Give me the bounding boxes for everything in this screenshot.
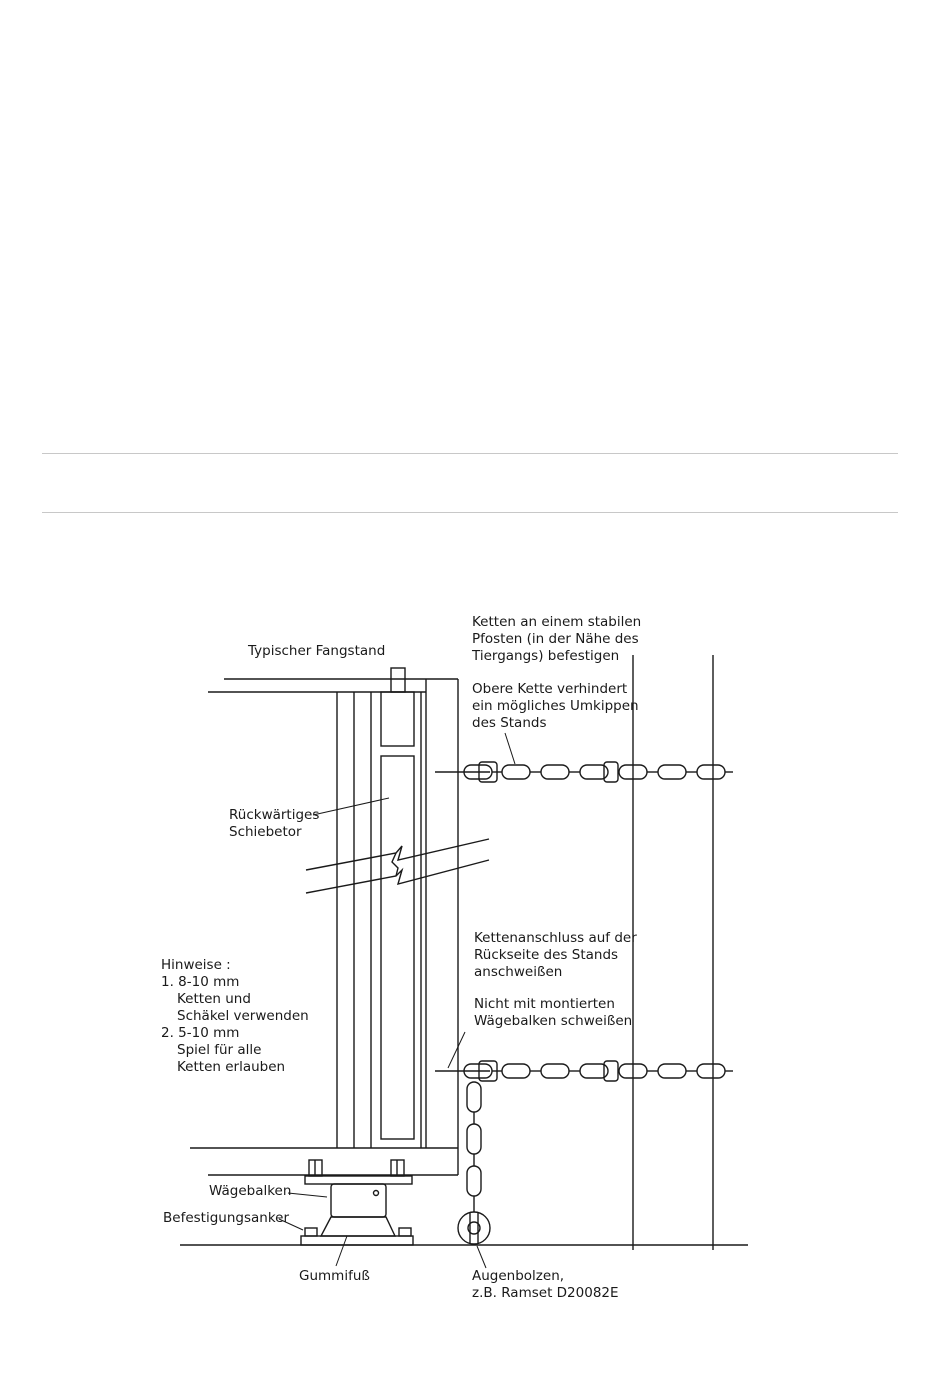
note-2-line: 2. 5-10 mm [161, 1025, 240, 1041]
label-line: anschweißen [474, 964, 563, 980]
eye-bolt [458, 1212, 490, 1244]
label-gummifuss [299, 1268, 370, 1285]
label-line: Befestigungsanker [163, 1210, 290, 1226]
note-1-line: Schäkel verwenden [177, 1008, 309, 1024]
stand-bottom-rail [190, 1148, 458, 1175]
label-line: Wägebalken schweißen [474, 1013, 633, 1029]
sliding-gate [381, 692, 414, 1139]
break-bar [306, 839, 489, 893]
note-1-line: Ketten und [177, 991, 251, 1007]
hinweise-title: Hinweise : [161, 957, 231, 973]
label-kettenanschluss [474, 930, 637, 981]
label-line: Augenbolzen, [472, 1268, 565, 1284]
label-line: Rückseite des Stands [474, 947, 619, 963]
label-line: Typischer Fangstand [248, 643, 386, 659]
label-line: Schiebetor [229, 824, 302, 840]
label-typischer-fangstand [248, 643, 385, 660]
label-line: Rückwärtiges [229, 807, 320, 823]
gate-pin [391, 668, 405, 692]
label-line: Tiergangs) befestigen [472, 648, 620, 664]
label-line: z.B. Ramset D20082E [472, 1285, 619, 1301]
label-line: Ketten an einem stabilen [472, 614, 642, 630]
label-augenbolzen [472, 1268, 619, 1302]
label-befestigungsanker [163, 1210, 289, 1227]
note-2-line: Ketten erlauben [177, 1059, 286, 1075]
label-nicht-schweissen [474, 996, 632, 1030]
label-line: Nicht mit montierten [474, 996, 615, 1012]
vertical-chain [467, 1082, 481, 1212]
label-line: ein mögliches Umkippen [472, 698, 639, 714]
stand-frame [337, 692, 421, 1148]
label-line: des Stands [472, 715, 547, 731]
upper-chain [435, 762, 733, 782]
label-line: Pfosten (in der Nähe des [472, 631, 639, 647]
label-obere-kette [472, 681, 639, 732]
note-2-line: Spiel für alle [177, 1042, 262, 1058]
label-hinweise [161, 957, 309, 1076]
label-line: Wägebalken [209, 1183, 292, 1199]
label-line: Obere Kette verhindert [472, 681, 628, 697]
weigh-beam-assembly [301, 1160, 413, 1245]
lower-chain [435, 1061, 733, 1081]
label-waegebalken [209, 1183, 291, 1200]
label-schiebetor [229, 807, 319, 841]
label-line: Gummifuß [299, 1268, 370, 1284]
note-1-line: 1. 8-10 mm [161, 974, 240, 990]
label-ketten-pfosten [472, 614, 641, 665]
label-line: Kettenanschluss auf der [474, 930, 637, 946]
